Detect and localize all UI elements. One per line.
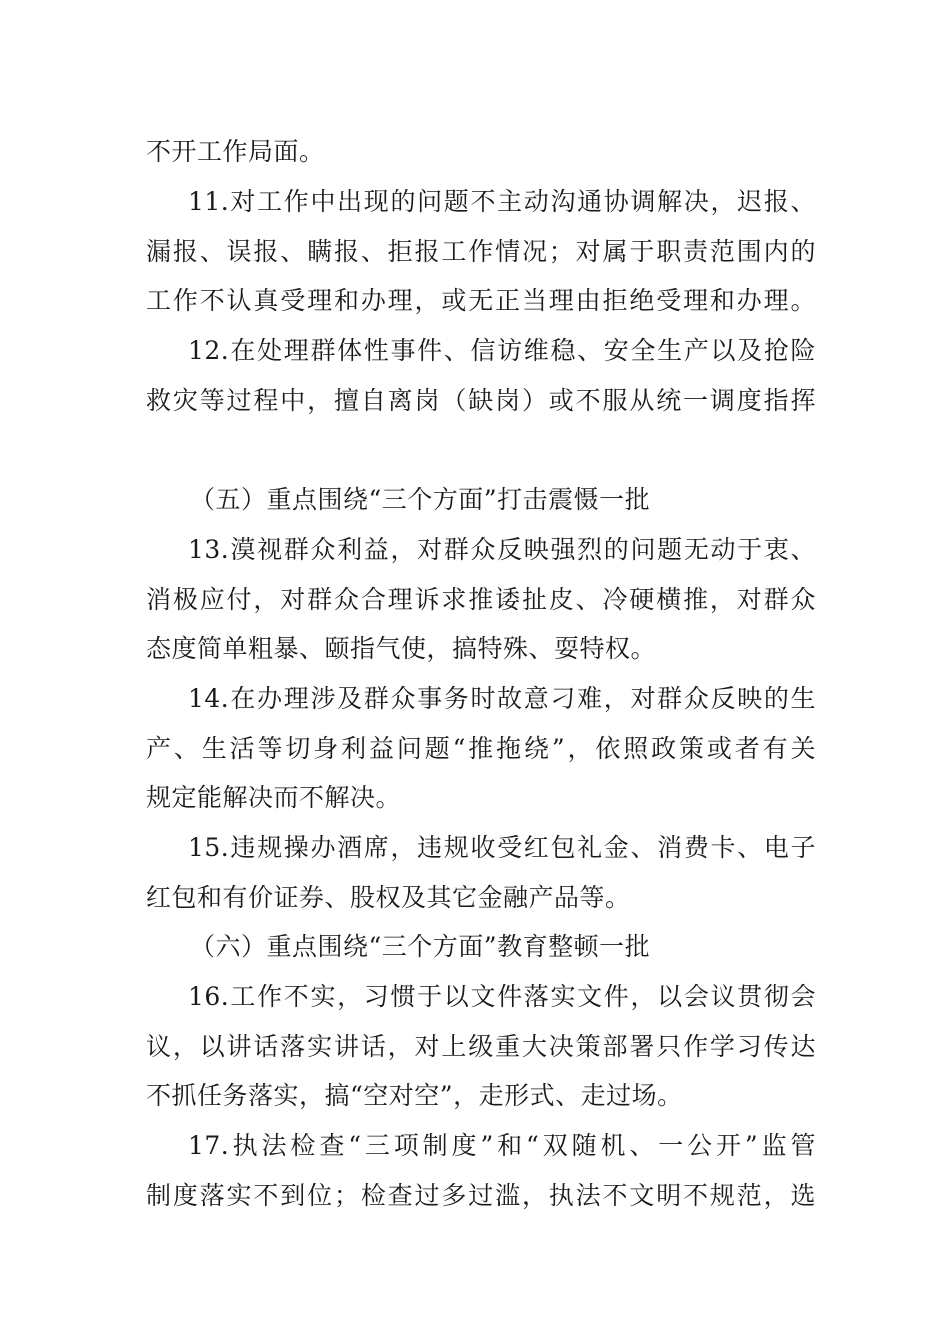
paragraph-17-line-1: 17.执法检查“三项制度”和“双随机、一公开”监管 [188,1131,816,1160]
text-line: 不开工作局面。 [146,137,325,166]
paragraph-14-line-1: 14.在办理涉及群众事务时故意刁难，对群众反映的生 [188,684,816,713]
paragraph-11-line-2: 漏报、误报、瞒报、拒报工作情况；对属于职责范围内的 [146,237,816,266]
paragraph-12-line-1: 12.在处理群体性事件、信访维稳、安全生产以及抢险 [188,336,816,365]
paragraph-14-line-3: 规定能解决而不解决。 [146,783,402,812]
paragraph-11-line-3: 工作不认真受理和办理，或无正当理由拒绝受理和办理。 [146,286,816,315]
paragraph-14-line-2: 产、生活等切身利益问题“推拖绕”，依照政策或者有关 [146,734,816,763]
paragraph-13-line-3: 态度简单粗暴、颐指气使，搞特殊、耍特权。 [146,634,657,663]
paragraph-17-line-2: 制度落实不到位；检查过多过滥，执法不文明不规范，选 [146,1181,816,1210]
paragraph-16-line-1: 16.工作不实，习惯于以文件落实文件，以会议贯彻会 [188,982,816,1011]
paragraph-16-line-3: 不抓任务落实，搞“空对空”，走形式、走过场。 [146,1081,683,1110]
paragraph-12-line-2: 救灾等过程中，擅自离岗（缺岗）或不服从统一调度指挥 [146,386,816,415]
paragraph-16-line-2: 议，以讲话落实讲话，对上级重大决策部署只作学习传达 [146,1032,816,1061]
paragraph-11-line-1: 11.对工作中出现的问题不主动沟通协调解决，迟报、 [188,187,816,216]
paragraph-13-line-1: 13.漠视群众利益，对群众反映强烈的问题无动于衷、 [188,535,816,564]
section-heading-5: （五）重点围绕“三个方面”打击震慑一批 [190,485,651,514]
paragraph-15-line-1: 15.违规操办酒席，违规收受红包礼金、消费卡、电子 [188,833,816,862]
paragraph-15-line-2: 红包和有价证券、股权及其它金融产品等。 [146,883,631,912]
paragraph-13-line-2: 消极应付，对群众合理诉求推诿扯皮、冷硬横推，对群众 [146,585,816,614]
section-heading-6: （六）重点围绕“三个方面”教育整顿一批 [190,932,651,961]
